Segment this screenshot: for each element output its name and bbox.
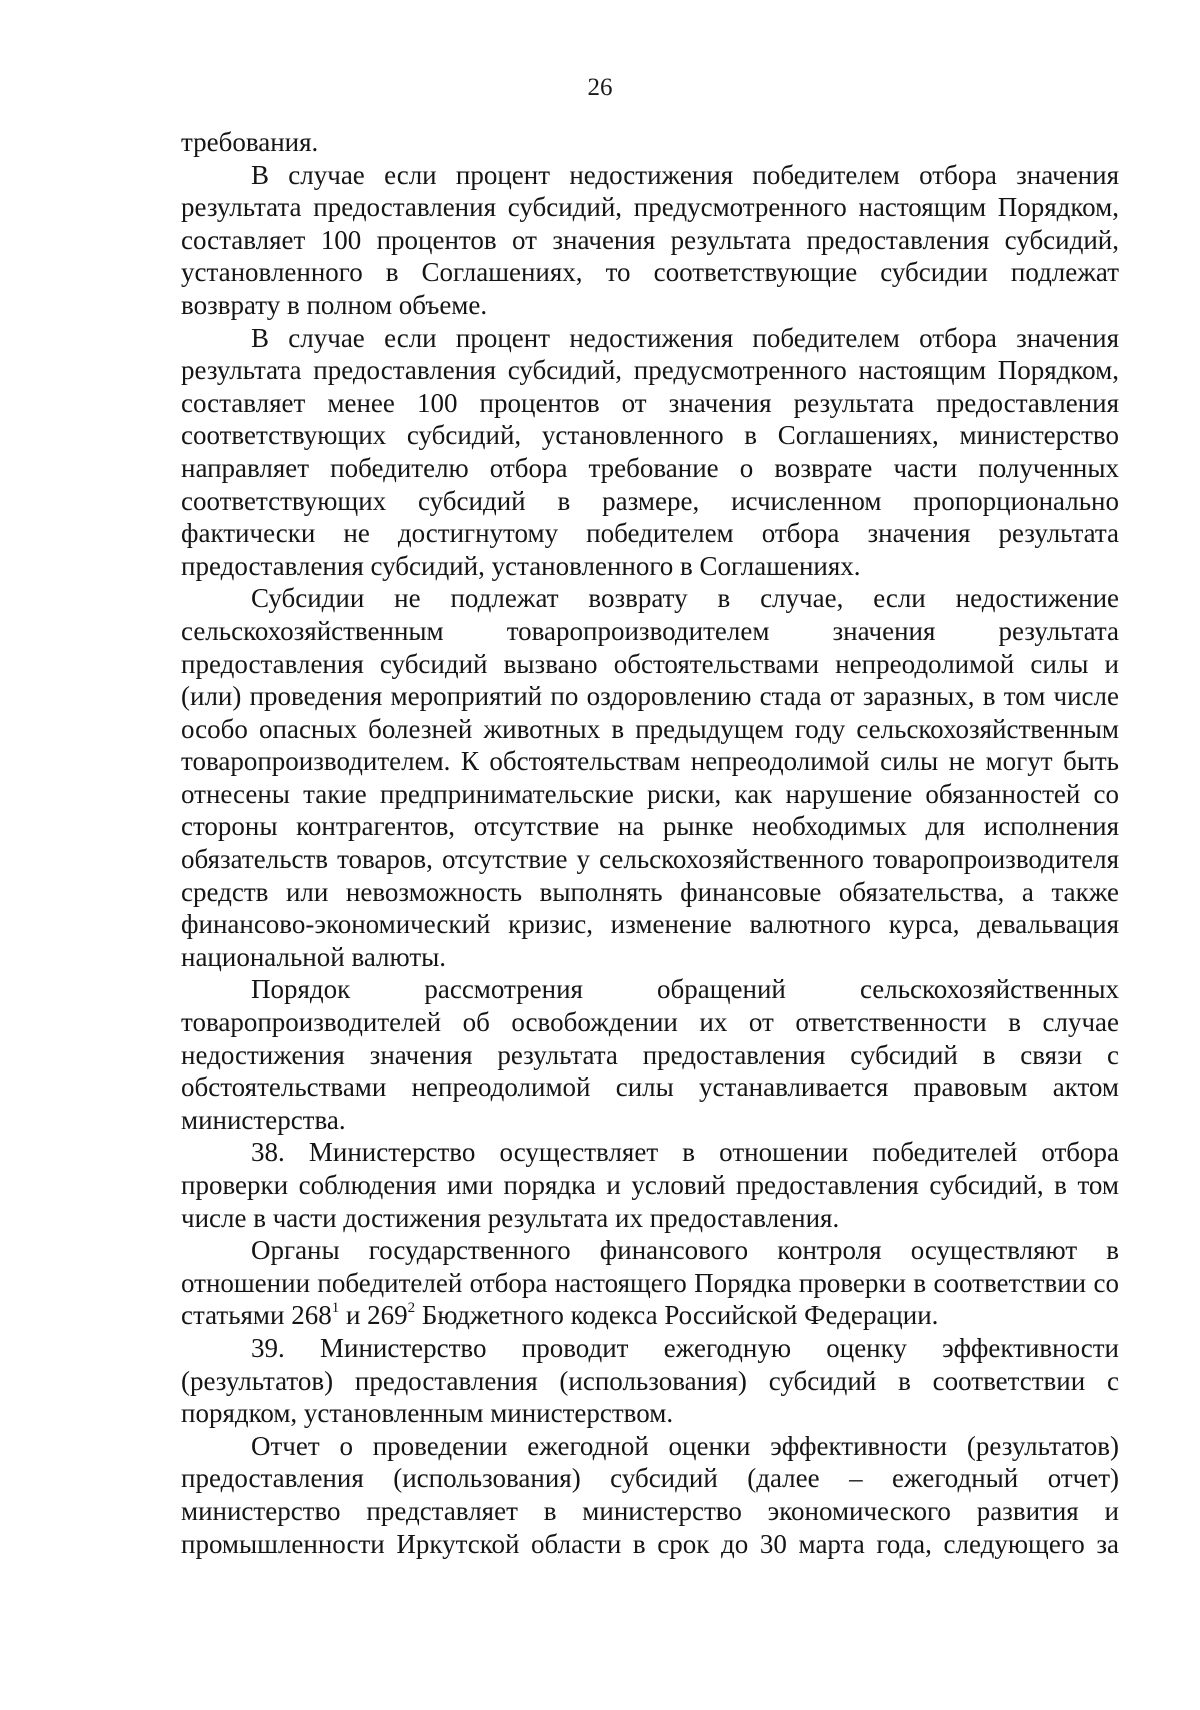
paragraph-financial-control — [181, 1234, 1119, 1332]
financial-control-text-mid: и 269 — [339, 1300, 408, 1331]
paragraph-item-39: 39. Министерство проводит ежегодную оценку эффективности (результатов) предоставления (использования) субсидий в соответствии с порядком, установленным министерством. — [181, 1332, 1119, 1429]
page-number: 26 — [587, 74, 613, 101]
paragraph-full-refund: В случае если процент недостижения победителем отбора значения результата предоставления субсидий, предусмотренного настоящим Порядком, составляет 100 процентов от значения результата предоставления субсидий, установленного в Соглашениях, то соответствующие субсидии подлежат возврату в полном объеме. — [181, 159, 1119, 320]
paragraph-partial-refund: В случае если процент недостижения победителем отбора значения результата предоставления субсидий, предусмотренного настоящим Порядком, составляет менее 100 процентов от значения результата предоставления соответствующих субсидий, установленного в Соглашениях, министерство направляет победителю отбора требование о возврате части полученных соответствующих субсидий в размере, исчисленном пропорционально фактически не достигнутому победителем отбора значения результата предоставления субсидий, установленного в Соглашениях. — [181, 322, 1119, 581]
paragraph-force-majeure: Субсидии не подлежат возврату в случае, если недостижение сельскохозяйственным товаропроизводителем значения результата предоставления субсидий вызвано обстоятельствами непреодолимой силы и (или) проведения мероприятий по оздоровлению стада от заразных, в том числе особо опасных болезней животных в предыдущем году сельскохозяйственным товаропроизводителем. К обстоятельствам непреодолимой силы не могут быть отнесены такие предпринимательские риски, как нарушение обязанностей со стороны контрагентов, отсутствие на рынке необходимых для исполнения обязательств товаров, отсутствие у сельскохозяйственного товаропроизводителя средств или невозможность выполнять финансовые обязательства, а также финансово-экономический кризис, изменение валютного курса, девальвация национальной валюты. — [181, 583, 1119, 972]
financial-control-text-end: Бюджетного кодекса Российской Федерации. — [415, 1300, 939, 1331]
financial-control-text-start: Органы государственного финансового контроля осуществляют в отношении победителей отбора настоящего Порядка проверки в соответствии со статьями 268 — [181, 1235, 1119, 1331]
superscript-1: 1 — [331, 1300, 340, 1317]
paragraph-annual-report: Отчет о проведении ежегодной оценки эффективности (результатов) предоставления (использования) субсидий (далее – ежегодный отчет) министерство представляет в министерство экономического развития и промышленности Иркутской области в срок до 30 марта года, следующего за — [181, 1430, 1119, 1559]
paragraph-item-38: 38. Министерство осуществляет в отношении победителей отбора проверки соблюдения ими порядка и условий предоставления субсидий, в том числе в части достижения результата их предоставления. — [181, 1137, 1119, 1233]
document-body — [181, 126, 1119, 1560]
paragraph-continuation: требования. — [181, 127, 319, 157]
paragraph-appeal-procedure: Порядок рассмотрения обращений сельскохозяйственных товаропроизводителей об освобождении их от ответственности в случае недостижения значения результата предоставления субсидий в связи с обстоятельствами непреодолимой силы устанавливается правовым актом министерства. — [181, 974, 1119, 1135]
superscript-2: 2 — [407, 1300, 416, 1317]
